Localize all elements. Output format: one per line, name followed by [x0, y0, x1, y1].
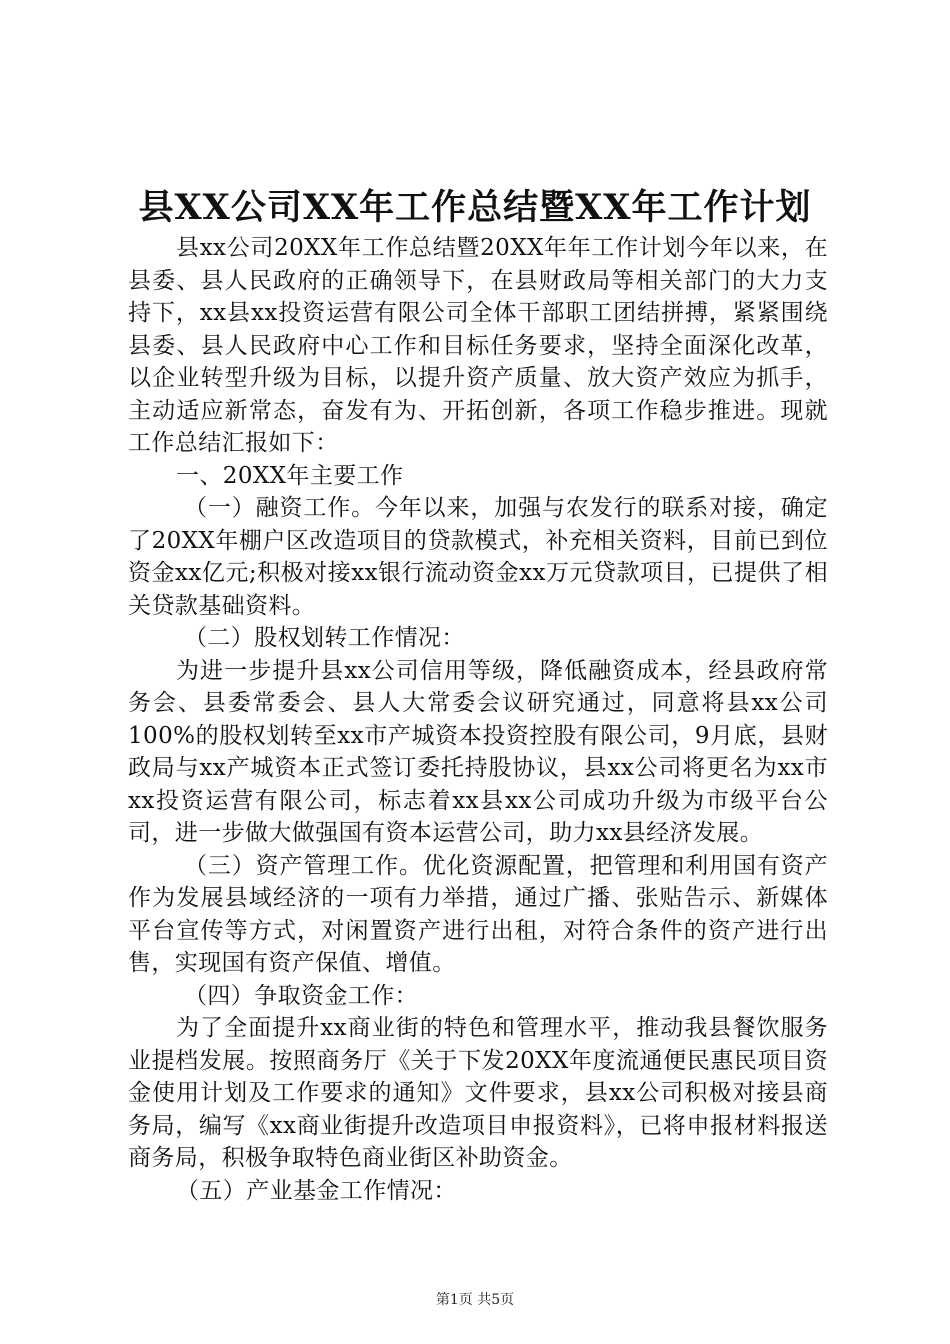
equity-transfer-paragraph: 为进一步提升县xx公司信用等级，降低融资成本，经县政府常务会、县委常委会、县人大常委会议研究通过，同意将县xx公司100%的股权划转至xx市产城资本投资控股有限公司，9月底，县财政局与xx产城资本正式签订委托持股协议，县xx公司将更名为xx市xx投资运营有限公司，标志着xx县xx公司成功升级为市级平台公司，进一步做大做强国有资本运营公司，助力xx县经济发展。 [128, 657, 828, 846]
funding-paragraph: 为了全面提升xx商业街的特色和管理水平，推动我县餐饮服务业提档发展。按照商务厅《关于下发20XX年度流通便民惠民项目资金使用计划及工作要求的通知》文件要求，县xx公司积极对接县商务局，编写《xx商业街提升改造项目申报资料》，已将申报材料报送商务局，积极争取特色商业街区补助资金。 [128, 1015, 828, 1171]
financing-paragraph: （一）融资工作。今年以来，加强与农发行的联系对接，确定了20XX年棚户区改造项目的贷款模式，补充相关资料，目前已到位资金xx亿元;积极对接xx银行流动资金xx万元贷款项目，已提供了相关贷款基础资料。 [128, 495, 828, 619]
page-indicator: 第1页 共5页 [435, 1292, 515, 1308]
asset-management-paragraph: （三）资产管理工作。优化资源配置，把管理和利用国有资产作为发展县域经济的一项有力举措，通过广播、张贴告示、新媒体平台宣传等方式，对闲置资产进行出租，对符合条件的资产进行出售，实现国有资产保值、增值。 [128, 852, 828, 976]
funding-heading: （四）争取资金工作： [184, 982, 418, 1009]
equity-transfer-heading: （二）股权划转工作情况： [184, 625, 465, 651]
document-body [128, 232, 828, 1207]
document-title: 县XX公司XX年工作总结暨XX年工作计划 [138, 187, 812, 228]
intro-paragraph: 县xx公司20XX年工作总结暨20XX年年工作计划今年以来，在县委、县人民政府的正确领导下，在县财政局等相关部门的大力支持下，xx县xx投资运营有限公司全体干部职工团结拼搏，紧紧围绕县委、县人民政府中心工作和目标任务要求，坚持全面深化改革，以企业转型升级为目标，以提升资产质量、放大资产效应为抓手，主动适应新常态，奋发有为、开拓创新，各项工作稳步推进。现就工作总结汇报如下： [128, 235, 828, 456]
section-heading-main-work: 一、20XX年主要工作 [176, 462, 404, 489]
industry-fund-heading: （五）产业基金工作情况： [176, 1177, 457, 1204]
